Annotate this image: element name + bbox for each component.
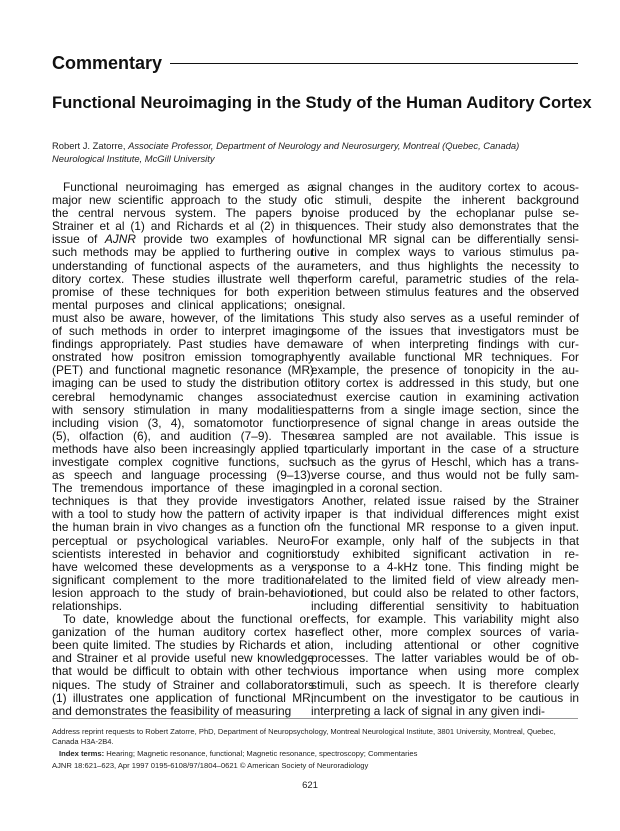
text-line: signal changes in the auditory cortex to acous- [311, 180, 579, 194]
article-title: Functional Neuroimaging in the Study of the Human Auditory Cortex [52, 93, 592, 112]
text-line: techniques is that they provide investigators [52, 494, 314, 509]
text-line: as speech and language processing (9–13). [52, 468, 314, 483]
text-line: promise of these techniques for both experi- [52, 284, 314, 299]
text-line: methods have also been increasingly applied to [52, 441, 314, 456]
text-line: signal. [311, 297, 346, 312]
text-line: verse course, and thus would not be fully sam- [311, 468, 579, 483]
text-line: To date, knowledge about the functional or- [63, 612, 314, 627]
text-line: functional MR signal can be differentially sensi- [311, 232, 579, 247]
section-header [52, 50, 578, 76]
text-line: cerebral hemodynamic changes associated [52, 389, 314, 404]
text-line: vious importance when using more complex [311, 664, 579, 679]
text-line: tion between stimulus features and the observed [311, 284, 579, 299]
footnote [52, 727, 580, 759]
text-line: perform careful, parametric studies of the rela- [311, 271, 579, 286]
text-line: in the functional MR response to a given input. [311, 520, 579, 535]
text-line: onstrated how positron emission tomography [52, 350, 314, 365]
text-line: area sampled are not available. This issue is [311, 428, 579, 443]
text-line: For example, only half of the subjects in that [311, 533, 579, 548]
text-line: such methods may be applied to furthering our [52, 245, 314, 260]
text-line: Functional neuroimaging has emerged as a [63, 180, 314, 194]
text-line: stimuli, such as speech. It is therefore clearly [311, 677, 579, 692]
text-line: patterns from a single image section, since the [311, 402, 579, 417]
author-affiliation-cont: Neurological Institute, McGill University [52, 152, 215, 164]
text-line: findings appropriately. Past studies have dem- [52, 337, 314, 352]
section-label: Commentary [52, 50, 170, 76]
text-line: and demonstrates the feasibility of measuring [52, 703, 292, 718]
text-line: particularly important in the case of a structure [311, 441, 579, 456]
text-line: of such methods in order to interpret imaging [52, 324, 314, 339]
text-line: with sensory stimulation in many modalities, [52, 402, 314, 417]
footnote-rule [52, 718, 578, 719]
journal-citation: AJNR 18:621–623, Apr 1997 0195-6108/97/1804–0621 © American Society of Neuroradiology [52, 761, 369, 770]
author-name: Robert J. Zatorre, [52, 140, 126, 151]
text-line: sponse to a 4-kHz tone. This finding might be [311, 559, 579, 574]
text-line: with a tool to study how the pattern of activity in [52, 507, 314, 522]
text-line: study exhibited significant activation in re- [311, 546, 579, 561]
text-line: that would be difficult to obtain with other tech- [52, 664, 314, 679]
text-line: incumbent on the investigator to be cautious in [311, 690, 579, 705]
text-line: example, the presence of tonopicity in the au- [311, 363, 579, 378]
text-line: relationships. [52, 599, 123, 613]
address-line: Address reprint requests to Robert Zatorre, PhD, Department of Neuropsychology, Montreal Neurological Institute, 3801 University, Montreal, Quebec, [52, 727, 556, 736]
text-line: scientists interested in behavior and cognition [52, 546, 314, 561]
text-line: imaging can be used to study the distribution of [52, 376, 314, 391]
text-line: reflect other, more complex sources of varia- [311, 625, 579, 640]
text-line: pled in a coronal section. [311, 481, 443, 496]
author-block [52, 140, 582, 165]
body-column-left [52, 181, 314, 718]
text-line: including differential sensitivity to habituation [311, 599, 579, 613]
text-line: been quite limited. The studies by Richards et al [52, 638, 314, 653]
text-line: tioned, but could also be related to other factors, [311, 585, 579, 600]
text-line: rameters, and thus highlights the necessity to [311, 258, 579, 273]
text-line: ditory cortex. These studies illustrate well the [52, 271, 314, 286]
text-line: must exercise caution in examining activation [311, 389, 579, 404]
text-line: lesion approach to the study of brain-behavior [52, 585, 314, 600]
index-terms-label: Index terms: [59, 748, 105, 758]
text-line: issue of AJNR provide two examples of how [52, 232, 314, 247]
body-column-right [311, 181, 579, 718]
text-line: presence of signal change in areas outside the [311, 415, 579, 430]
text-line: mental purposes and clinical applications; one [52, 297, 314, 312]
text-line: (1) illustrates one application of functional MR, [52, 690, 314, 705]
text-line: noise produced by the echoplanar pulse se- [311, 206, 579, 221]
text-line: significant complement to the more traditional [52, 572, 314, 587]
text-line: Another, related issue raised by the Strainer [322, 494, 579, 509]
text-line: perceptual or psychological variables. Neuro- [52, 533, 314, 548]
text-line: interpreting a lack of signal in any given indi- [311, 703, 545, 718]
text-line: the human brain in vivo changes as a function of [52, 520, 314, 535]
address-line-cont: Canada H3A-2B4. [52, 737, 114, 747]
text-line: ganization of the human auditory cortex has [52, 625, 314, 640]
text-line: This study also serves as a useful reminder of [322, 310, 579, 325]
text-line: including vision (3, 4), somatomotor function [52, 415, 314, 430]
text-line: some of the issues that investigators must be [311, 324, 579, 339]
text-line: ditory cortex is addressed in this study, but one [311, 376, 579, 391]
text-line: the central nervous system. The papers by [52, 206, 314, 221]
text-line: understanding of functional aspects of the au- [52, 258, 314, 273]
text-line: related to the limited field of view already men- [311, 572, 579, 587]
text-line: Strainer et al (1) and Richards et al (2) in this [52, 219, 314, 234]
text-line: must also be aware, however, of the limitations [52, 310, 314, 325]
text-line: tic stimuli, despite the inherent background [311, 193, 579, 208]
text-line: effects, for example. This variability might also [311, 612, 579, 627]
page-number: 621 [302, 780, 318, 791]
text-line: tion, including attentional or other cognitive [311, 638, 579, 653]
index-terms [52, 749, 580, 759]
text-line: The tremendous importance of these imaging [52, 481, 314, 496]
text-line: tive in complex ways to various stimulus pa- [311, 245, 579, 260]
text-line: investigate complex cognitive functions, such [52, 454, 314, 469]
text-line: (PET) and functional magnetic resonance (MR) [52, 363, 314, 378]
author-affiliation: Associate Professor, Department of Neurology and Neurosurgery, Montreal (Quebec, Canada) [128, 140, 520, 151]
text-line: and Strainer et al provide useful new knowledge [52, 651, 314, 666]
text-line: major new scientific approach to the study of [52, 193, 314, 208]
text-line: rently available functional MR techniques. For [311, 350, 579, 365]
text-line: processes. The latter variables would be of ob- [311, 651, 579, 666]
text-line: have welcomed these developments as a very [52, 559, 314, 574]
text-line: paper is that individual differences might exist [311, 507, 579, 522]
text-line: quences. Their study also demonstrates that the [311, 219, 579, 234]
index-terms-text: Hearing; Magnetic resonance, functional; Magnetic resonance, spectroscopy; Commentaries [106, 748, 418, 758]
text-line: (5), olfaction (6), and audition (7–9). These [52, 428, 314, 443]
text-line: such as the gyrus of Heschl, which has a trans- [311, 454, 579, 469]
text-line: niques. The study of Strainer and collaborators [52, 677, 314, 692]
text-line: aware of when interpreting findings with cur- [311, 337, 579, 352]
